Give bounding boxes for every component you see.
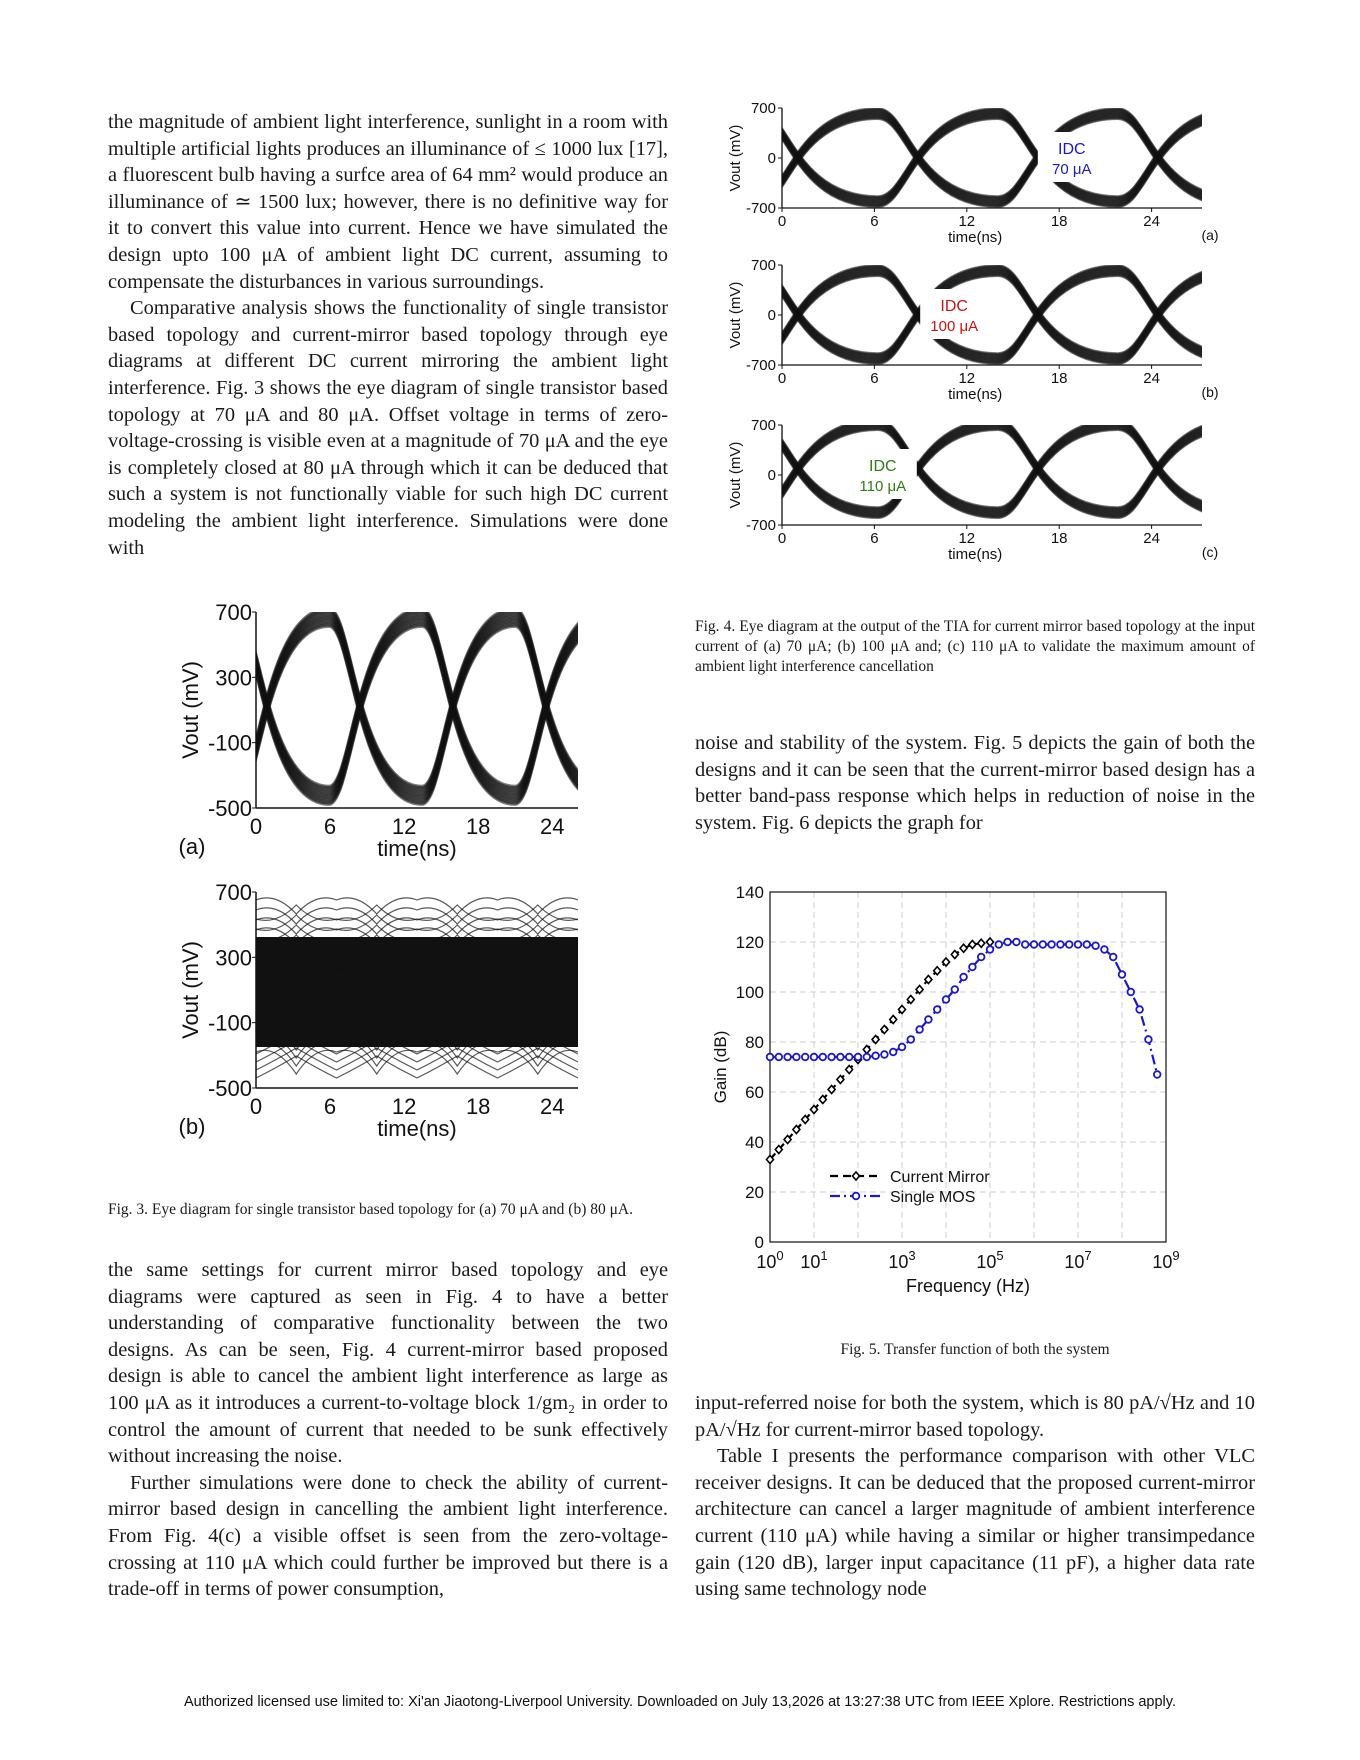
panel-tag: (a) — [1201, 227, 1219, 243]
data-point — [1145, 1036, 1152, 1043]
data-point — [978, 954, 985, 961]
data-point — [1092, 942, 1099, 949]
data-point — [978, 939, 985, 947]
right-column-top — [695, 730, 1255, 836]
x-tick-label: 24 — [1143, 213, 1160, 230]
x-tick-label: 6 — [870, 370, 879, 387]
current-label: IDC — [869, 458, 897, 475]
x-axis-label: Frequency (Hz) — [905, 1276, 1031, 1296]
data-point — [987, 938, 994, 946]
paragraph: Further simulations were done to check the ability of current-mirror based design in cancelling the ambient light interference. From Fig. 4(c) a visible offset is seen from the zero-voltage-crossing at 110 μA which could further be improved but there is a trade-off in terms of power consumption, — [108, 1471, 668, 1601]
data-point — [776, 1054, 783, 1061]
figure-3 — [170, 600, 610, 1180]
data-point — [767, 1054, 774, 1061]
y-axis-label: Vout (mV) — [727, 281, 744, 349]
data-point — [1101, 946, 1108, 953]
figure-5-chart — [700, 880, 1220, 1320]
y-tick-label: 700 — [215, 600, 252, 625]
data-point — [1110, 954, 1117, 961]
data-point — [1057, 941, 1064, 948]
current-label: IDC — [1058, 141, 1086, 158]
x-tick-label: $10^1$ — [800, 1248, 828, 1272]
y-axis-label: Vout (mV) — [178, 941, 203, 1039]
data-point — [899, 1044, 906, 1051]
legend-marker — [853, 1193, 860, 1200]
data-point — [828, 1054, 835, 1061]
y-tick-label: 0 — [767, 150, 776, 167]
data-point — [864, 1054, 871, 1061]
data-point — [1075, 941, 1082, 948]
data-point — [1136, 1006, 1143, 1013]
legend-label: Current Mirror — [890, 1169, 990, 1186]
data-point — [1154, 1071, 1161, 1078]
series-line — [770, 942, 1157, 1075]
legend-label: Single MOS — [890, 1189, 976, 1206]
y-tick-label: 40 — [745, 1133, 764, 1152]
y-tick-label: 300 — [215, 665, 252, 691]
data-point — [1013, 939, 1020, 946]
figure-4 — [720, 100, 1250, 605]
y-tick-label: 0 — [754, 1233, 764, 1252]
x-tick-label: 6 — [323, 1094, 337, 1119]
y-tick-label: -500 — [207, 1076, 252, 1101]
y-tick-label: 80 — [745, 1033, 764, 1052]
x-tick-label: 12 — [958, 370, 976, 387]
y-tick-label: -100 — [207, 1010, 252, 1036]
y-tick-label: 700 — [750, 417, 776, 434]
right-column-bottom — [695, 1390, 1255, 1603]
eye-traces — [758, 419, 1250, 517]
x-tick-label: $10^9$ — [1152, 1248, 1180, 1272]
x-tick-label: 18 — [1050, 370, 1068, 387]
eye-traces — [758, 108, 1250, 206]
data-point — [872, 1052, 879, 1059]
y-tick-label: -700 — [745, 200, 776, 217]
left-column-bottom — [108, 1257, 668, 1603]
data-point — [855, 1054, 862, 1061]
panel-tag: (a) — [178, 834, 206, 859]
x-axis-label: time(ns) — [377, 1116, 457, 1141]
y-tick-label: 120 — [735, 933, 764, 952]
data-point — [837, 1054, 844, 1061]
x-tick-label: 24 — [539, 1094, 565, 1119]
eye-diagram-panel-c — [727, 417, 1250, 563]
current-label: IDC — [940, 298, 968, 315]
x-tick-label: 0 — [777, 213, 787, 230]
y-tick-label: -500 — [207, 796, 252, 821]
data-point — [960, 974, 967, 981]
data-point — [1128, 989, 1135, 996]
x-tick-label: 24 — [1143, 370, 1160, 387]
x-tick-label: 12 — [958, 530, 976, 547]
current-value-label: 70 μA — [1052, 161, 1092, 178]
y-tick-label: 20 — [745, 1183, 764, 1202]
current-value-label: 110 μA — [859, 478, 907, 495]
current-value-label: 100 μA — [930, 318, 979, 335]
paragraph: the magnitude of ambient light interference, sunlight in a room with multiple artificial lights produces an illuminance of ≤ 1000 lux [17], a fluorescent bulb having a surfce area of 64 mm² would produce an illuminance of ≃ 1500 lux; however, there is no definitive way for it to convert this value into current. Hence we have simulated the design upto 100 μA of ambient light DC current, assuming to compensate the disturbances in various surroundings. — [108, 111, 668, 293]
data-point — [1022, 941, 1029, 948]
data-point — [908, 1036, 915, 1043]
eye-traces — [246, 896, 578, 1078]
eye-diagram-panel-b — [727, 257, 1250, 403]
panel-tag: (b) — [1201, 384, 1219, 400]
x-tick-label: $10^0$ — [756, 1248, 784, 1272]
x-tick-label: 12 — [391, 814, 417, 839]
x-tick-label: 6 — [870, 530, 879, 547]
series-line — [770, 942, 990, 1160]
data-point — [987, 946, 994, 953]
data-point — [952, 986, 959, 993]
data-point — [925, 1016, 932, 1023]
paragraph: Table I presents the performance comparison with other VLC receiver designs. It can be deduced that the proposed current-mirror architecture can cancel a larger magnitude of ambient interference current (110 μA) while having a similar or higher transimpedance gain (120 dB), larger input capacitance (11 pF), a higher data rate using same technology node — [695, 1445, 1255, 1601]
x-tick-label: 0 — [249, 814, 263, 839]
x-axis-label: time(ns) — [377, 836, 457, 861]
x-tick-label: 6 — [323, 814, 337, 839]
x-axis-label: time(ns) — [948, 546, 1003, 563]
data-point — [1040, 941, 1047, 948]
y-tick-label: -700 — [745, 357, 776, 374]
data-point — [784, 1054, 791, 1061]
figure-4-caption: Fig. 4. Eye diagram at the output of the TIA for current mirror based topology at the input current of (a) 70 μA; (b) 100 μA and; (c) 110 μA to validate the maximum amount of ambient light interference cancellation — [695, 618, 1255, 675]
data-point — [793, 1054, 800, 1061]
y-axis-label: Gain (dB) — [711, 1030, 730, 1104]
x-tick-label: 18 — [1050, 213, 1068, 230]
y-tick-label: 100 — [735, 983, 764, 1002]
data-point — [1084, 941, 1091, 948]
data-point — [1004, 939, 1011, 946]
y-tick-label: 700 — [215, 880, 252, 905]
data-point — [846, 1054, 853, 1061]
data-point — [943, 996, 950, 1003]
x-tick-label: 12 — [391, 1094, 417, 1119]
data-point — [1066, 941, 1073, 948]
y-tick-label: -700 — [745, 517, 776, 534]
panel-tag: (b) — [178, 1114, 206, 1139]
x-tick-label: $10^7$ — [1064, 1248, 1092, 1272]
y-axis-label: Vout (mV) — [727, 441, 744, 509]
panel-tag: (c) — [1201, 544, 1219, 560]
x-tick-label: $10^3$ — [888, 1248, 916, 1272]
y-tick-label: -100 — [207, 730, 252, 756]
eye-diagram-panel-a — [727, 100, 1250, 246]
y-tick-label: 0 — [767, 307, 776, 324]
x-tick-label: 18 — [465, 814, 491, 839]
y-axis-label: Vout (mV) — [727, 124, 744, 192]
data-point — [890, 1049, 897, 1056]
x-axis-label: time(ns) — [948, 386, 1003, 403]
data-point — [969, 964, 976, 971]
data-point — [1048, 941, 1055, 948]
x-tick-label: 18 — [465, 1094, 491, 1119]
data-point — [802, 1054, 809, 1061]
y-tick-label: 300 — [215, 945, 252, 971]
data-point — [820, 1054, 827, 1061]
y-tick-label: 0 — [767, 467, 776, 484]
data-point — [1119, 971, 1126, 978]
y-tick-label: 140 — [735, 883, 764, 902]
x-tick-label: $10^5$ — [976, 1248, 1004, 1272]
x-axis-label: time(ns) — [948, 229, 1003, 246]
x-tick-label: 6 — [870, 213, 879, 230]
eye-traces — [236, 608, 610, 804]
y-axis-label: Vout (mV) — [178, 661, 203, 759]
x-tick-label: 0 — [777, 370, 787, 387]
y-tick-label: 60 — [745, 1083, 764, 1102]
figure-3-caption: Fig. 3. Eye diagram for single transistor based topology for (a) 70 μA and (b) 80 μA. — [108, 1201, 634, 1218]
paragraph: the same settings for current mirror based topology and eye diagrams were captured as seen in Fig. 4 to have a better understanding of comparative functionality between the two designs. As can be seen, Fig. 4 current-mirror based proposed design is able to cancel the ambient light interference as large as 100 μA as it introduces a current-to-voltage block 1/gm₂ in order to control the amount of current that needed to be sunk effectively without increasing the noise. — [108, 1259, 668, 1468]
paragraph: noise and stability of the system. Fig. 5 depicts the gain of both the designs and it can be seen that the current-mirror based design has a better band-pass response which helps in reduction of noise in the system. Fig. 6 depicts the graph for — [695, 732, 1255, 834]
paragraph: input-referred noise for both the system, which is 80 pA/√Hz and 10 pA/√Hz for current-mirror based topology. — [695, 1392, 1255, 1441]
data-point — [1031, 941, 1038, 948]
y-tick-label: 700 — [750, 257, 776, 274]
left-column-top — [108, 109, 668, 561]
license-footer: Authorized licensed use limited to: Xi'an Jiaotong-Liverpool University. Downloaded on July 13,2026 at 13:27:38 UTC from IEEE Xplore. Restrictions apply. — [184, 1694, 1176, 1710]
data-point — [916, 1026, 923, 1033]
eye-diagram-a — [178, 600, 610, 861]
x-tick-label: 0 — [249, 1094, 263, 1119]
data-point — [960, 944, 967, 952]
data-point — [811, 1054, 818, 1061]
data-point — [881, 1051, 888, 1058]
x-tick-label: 12 — [958, 213, 976, 230]
eye-traces — [758, 265, 1250, 363]
paragraph: Comparative analysis shows the functionality of single transistor based topology and current-mirror based topology through eye diagrams at different DC current mirroring the ambient light interference. Fig. 3 shows the eye diagram of single transistor based topology at 70 μA and 80 μA. Offset voltage in terms of zero-voltage-crossing is visible even at a magnitude of 70 μA and the eye is completely closed at 80 μA through which it can be deduced that such a system is not functionally viable for such high DC current modeling the ambient light interference. Simulations were done with — [108, 297, 668, 559]
y-tick-label: 700 — [750, 100, 776, 117]
data-point — [934, 1006, 941, 1013]
eye-diagram-b — [178, 880, 578, 1141]
x-tick-label: 18 — [1050, 530, 1068, 547]
x-tick-label: 24 — [539, 814, 565, 839]
figure-5-caption: Fig. 5. Transfer function of both the system — [840, 1341, 1110, 1358]
data-point — [996, 941, 1003, 948]
x-tick-label: 24 — [1143, 530, 1160, 547]
x-tick-label: 0 — [777, 530, 787, 547]
